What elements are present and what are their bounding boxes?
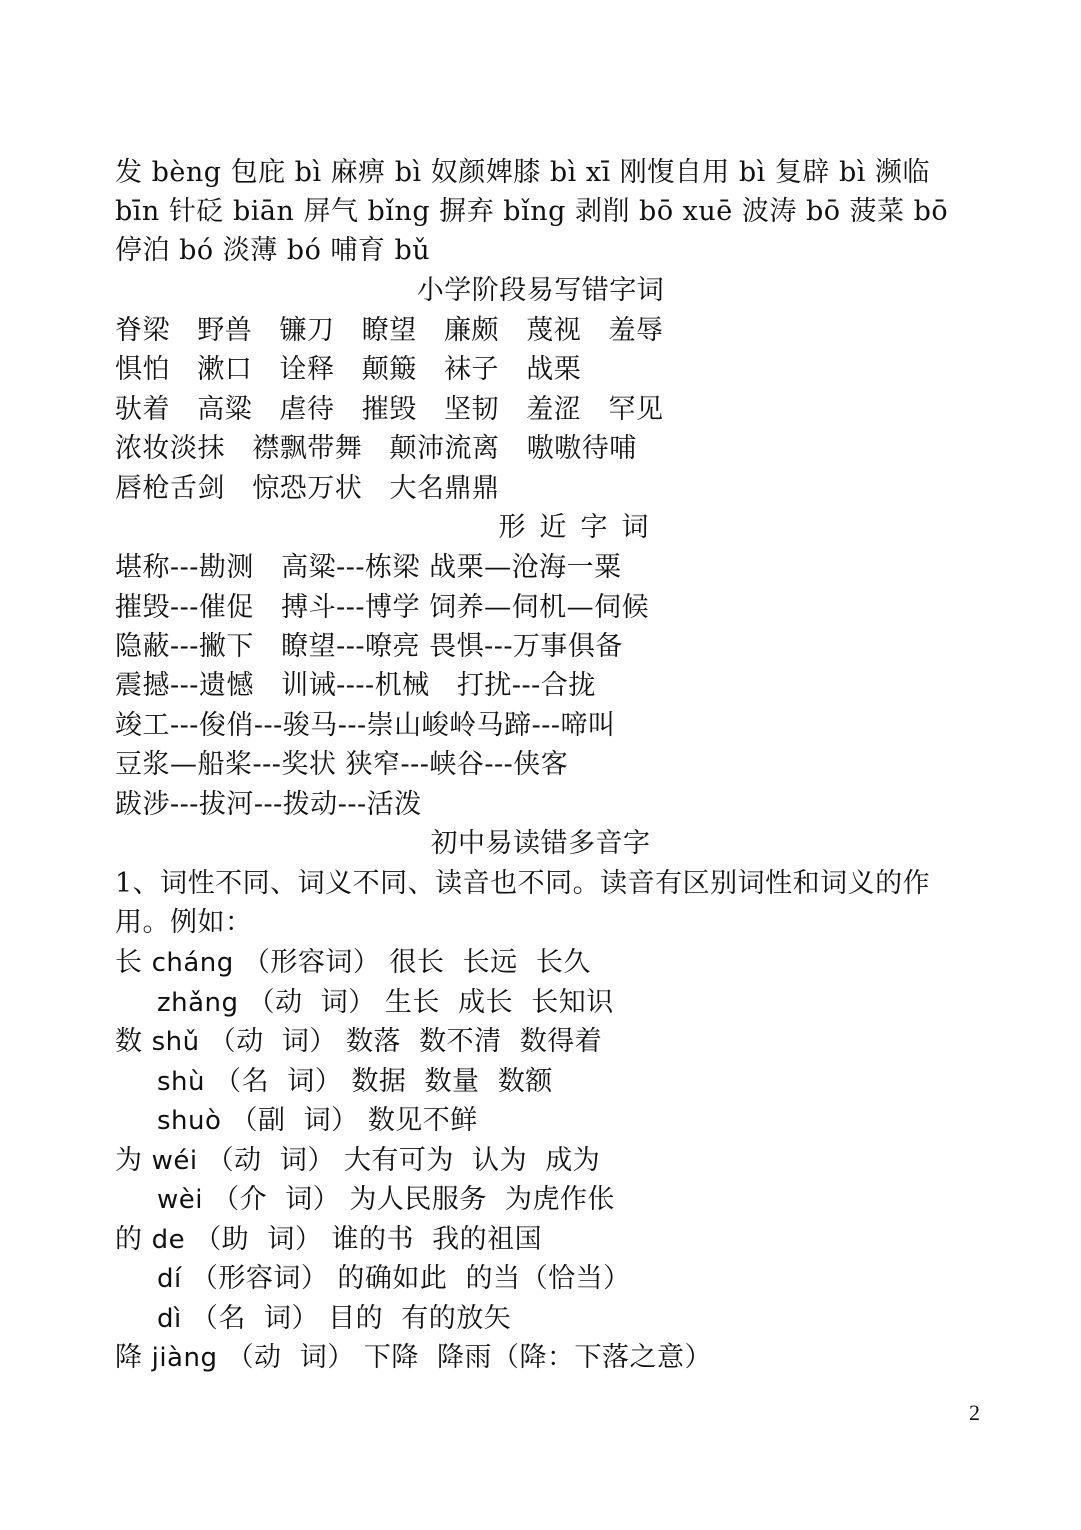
poly-pos: （副 词） <box>230 1105 359 1136</box>
poly-entry <box>157 1180 1057 1219</box>
poly-pinyin: cháng <box>151 948 234 978</box>
elementary-line-1: 脊梁 野兽 镰刀 瞭望 廉颇 蔑视 羞辱 <box>115 315 664 346</box>
poly-pos: （介 词） <box>212 1184 341 1215</box>
poly-pos: （动 词） <box>206 1145 335 1176</box>
elementary-line-5: 唇枪舌剑 惊恐万状 大名鼎鼎 <box>115 473 500 504</box>
similar-line-1: 堪称---勘测 高粱---栋梁 战栗—沧海一粟 <box>115 552 622 583</box>
similar-line-2: 摧毁---催促 搏斗---博学 饲养—伺机—伺候 <box>115 592 650 623</box>
poly-examples: 数落 数不清 数得着 <box>345 1026 603 1057</box>
poly-entry <box>115 1141 1015 1180</box>
poly-examples: 很长 长远 长久 <box>389 947 591 978</box>
poly-examples: 谁的书 我的祖国 <box>331 1224 543 1255</box>
poly-examples: 数据 数量 数额 <box>351 1066 553 1097</box>
poly-pos: （动 词） <box>247 987 376 1018</box>
elementary-line-4: 浓妆淡抹 襟飘带舞 颠沛流离 嗷嗷待哺 <box>115 433 637 464</box>
poly-pos: （形容词） <box>190 1263 329 1294</box>
poly-pinyin: zhǎng <box>157 988 239 1018</box>
similar-line-4: 震撼---遗憾 训诫----机械 打扰---合拢 <box>115 670 596 701</box>
heading-middle: 初中易读错多音字 <box>430 828 651 859</box>
elementary-line-3: 驮着 高粱 虐待 摧毁 坚韧 羞涩 罕见 <box>115 394 664 425</box>
poly-pinyin: shuò <box>157 1106 222 1136</box>
poly-pos: （助 词） <box>194 1224 323 1255</box>
poly-entry <box>157 1299 1057 1338</box>
similar-line-6: 豆浆—船桨---奖状 狭窄---峡谷---侠客 <box>115 749 569 780</box>
heading-similar: 形近字词 <box>498 512 663 543</box>
poly-entry <box>157 1062 1057 1101</box>
page-number: 2 <box>969 1400 980 1425</box>
elementary-line-2: 惧怕 漱口 诠释 颠簸 袜子 战栗 <box>115 354 582 385</box>
poly-entry <box>115 1022 1015 1061</box>
poly-pinyin: shù <box>157 1067 206 1097</box>
poly-pinyin: shǔ <box>151 1027 200 1057</box>
poly-entry <box>157 1259 1057 1298</box>
poly-pos: （动 词） <box>208 1026 337 1057</box>
poly-pinyin: jiàng <box>151 1343 218 1373</box>
poly-pinyin: de <box>151 1225 186 1255</box>
poly-char: 长 <box>115 947 143 978</box>
note-line-2: 用。例如： <box>115 907 253 938</box>
similar-line-7: 跋涉---拔河---拨动---活泼 <box>115 789 422 820</box>
poly-examples: 下降 降雨（降：下落之意） <box>363 1342 712 1373</box>
poly-entry <box>115 1338 1015 1377</box>
poly-char: 降 <box>115 1342 143 1373</box>
poly-char: 数 <box>115 1026 143 1057</box>
poly-examples: 的确如此 的当（恰当） <box>337 1263 631 1294</box>
poly-entry <box>157 1101 1057 1140</box>
poly-pos: （形容词） <box>242 947 381 978</box>
intro-line-3: 停泊 bó 淡薄 bó 哺育 bǔ <box>115 235 431 266</box>
poly-pinyin: dì <box>157 1304 182 1334</box>
poly-pos: （名 词） <box>190 1303 319 1334</box>
intro-line-1: 发 bèng 包庇 bì 麻痹 bì 奴颜婢膝 bì xī 刚愎自用 bì 复辟 bì 濒临 <box>115 157 930 188</box>
poly-examples: 目的 有的放矢 <box>328 1303 512 1334</box>
poly-pos: （名 词） <box>214 1066 343 1097</box>
similar-line-3: 隐蔽---撇下 瞭望---嘹亮 畏惧---万事俱备 <box>115 631 623 662</box>
poly-pinyin: wèi <box>157 1185 203 1215</box>
poly-char: 的 <box>115 1224 143 1255</box>
poly-examples: 为人民服务 为虎作伥 <box>349 1184 616 1215</box>
poly-pinyin: dí <box>157 1264 182 1294</box>
poly-examples: 数见不鲜 <box>367 1105 478 1136</box>
poly-pinyin: wéi <box>151 1146 198 1176</box>
intro-line-2: bīn 针砭 biān 屏气 bǐng 摒弃 bǐng 剥削 bō xuē 波涛 bō 菠菜 bō <box>115 196 949 227</box>
poly-examples: 大有可为 认为 成为 <box>343 1145 601 1176</box>
heading-elementary: 小学阶段易写错字词 <box>416 275 665 306</box>
poly-entry <box>115 943 1015 982</box>
poly-pos: （动 词） <box>226 1342 355 1373</box>
poly-examples: 生长 成长 长知识 <box>384 987 614 1018</box>
poly-entry <box>157 983 1057 1022</box>
poly-char: 为 <box>115 1145 143 1176</box>
poly-entry <box>115 1220 1015 1259</box>
note-line-1: 1、词性不同、词义不同、读音也不同。读音有区别词性和词义的作 <box>115 868 931 899</box>
similar-line-5: 竣工---俊俏---骏马---崇山峻岭马蹄---啼叫 <box>115 710 616 741</box>
